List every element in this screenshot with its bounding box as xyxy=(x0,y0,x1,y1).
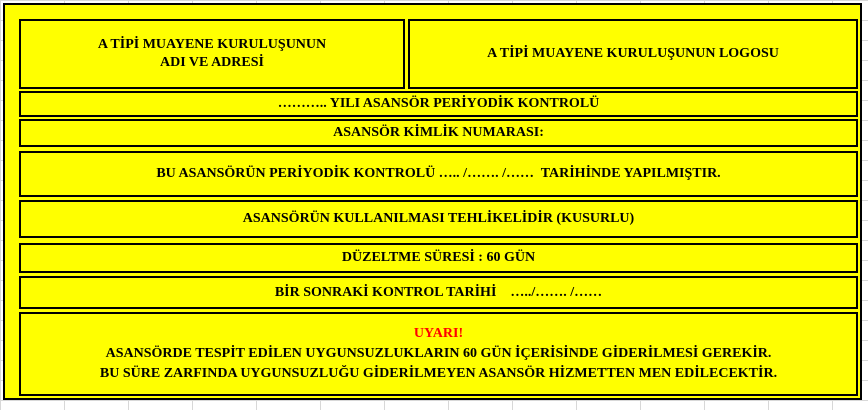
elevator-id-text: ASANSÖR KİMLİK NUMARASI: xyxy=(333,125,544,140)
control-date-row xyxy=(19,151,858,197)
inspection-body-line2: ADI VE ADRESİ xyxy=(159,55,264,70)
next-control-date-row xyxy=(19,276,858,309)
warning-title: UYARI! xyxy=(413,326,464,341)
periodic-control-year-row xyxy=(19,91,858,117)
warning-line-2: BU SÜRE ZARFINDA UYGUNSUZLUĞU GİDERİLMEYEN ASANSÖR HİZMETTEN MEN EDİLECEKTİR. xyxy=(99,366,778,381)
warning-box xyxy=(19,312,858,396)
inspection-body-name-address-text xyxy=(98,36,326,72)
danger-status-row xyxy=(19,200,858,238)
inspection-label-sheet xyxy=(3,3,862,400)
control-date-text: BU ASANSÖRÜN PERİYODİK KONTROLÜ ….. /……. /…… TARİHİNDE YAPILMIŞTIR. xyxy=(156,166,721,181)
correction-period-row xyxy=(19,243,858,273)
next-control-date-text: BİR SONRAKİ KONTROL TARİHİ …../……. /…… xyxy=(274,284,603,300)
correction-period-text: DÜZELTME SÜRESİ : 60 GÜN xyxy=(341,250,536,265)
warning-line-1: ASANSÖRDE TESPİT EDİLEN UYGUNSUZLUKLARIN 60 GÜN İÇERİSİNDE GİDERİLMESİ GEREKİR. xyxy=(105,346,772,361)
danger-status-text: ASANSÖRÜN KULLANILMASI TEHLİKELİDİR (KUSURLU) xyxy=(242,211,635,226)
periodic-control-year-text: ……….. YILI ASANSÖR PERİYODİK KONTROLÜ xyxy=(277,96,600,111)
inspection-body-name-address xyxy=(19,19,405,89)
inspection-body-logo-box xyxy=(408,19,858,89)
elevator-id-row xyxy=(19,119,858,147)
inspection-body-line1: A TİPİ MUAYENE KURULUŞUNUN xyxy=(97,37,327,52)
inspection-body-logo-label: A TİPİ MUAYENE KURULUŞUNUN LOGOSU xyxy=(487,46,779,61)
